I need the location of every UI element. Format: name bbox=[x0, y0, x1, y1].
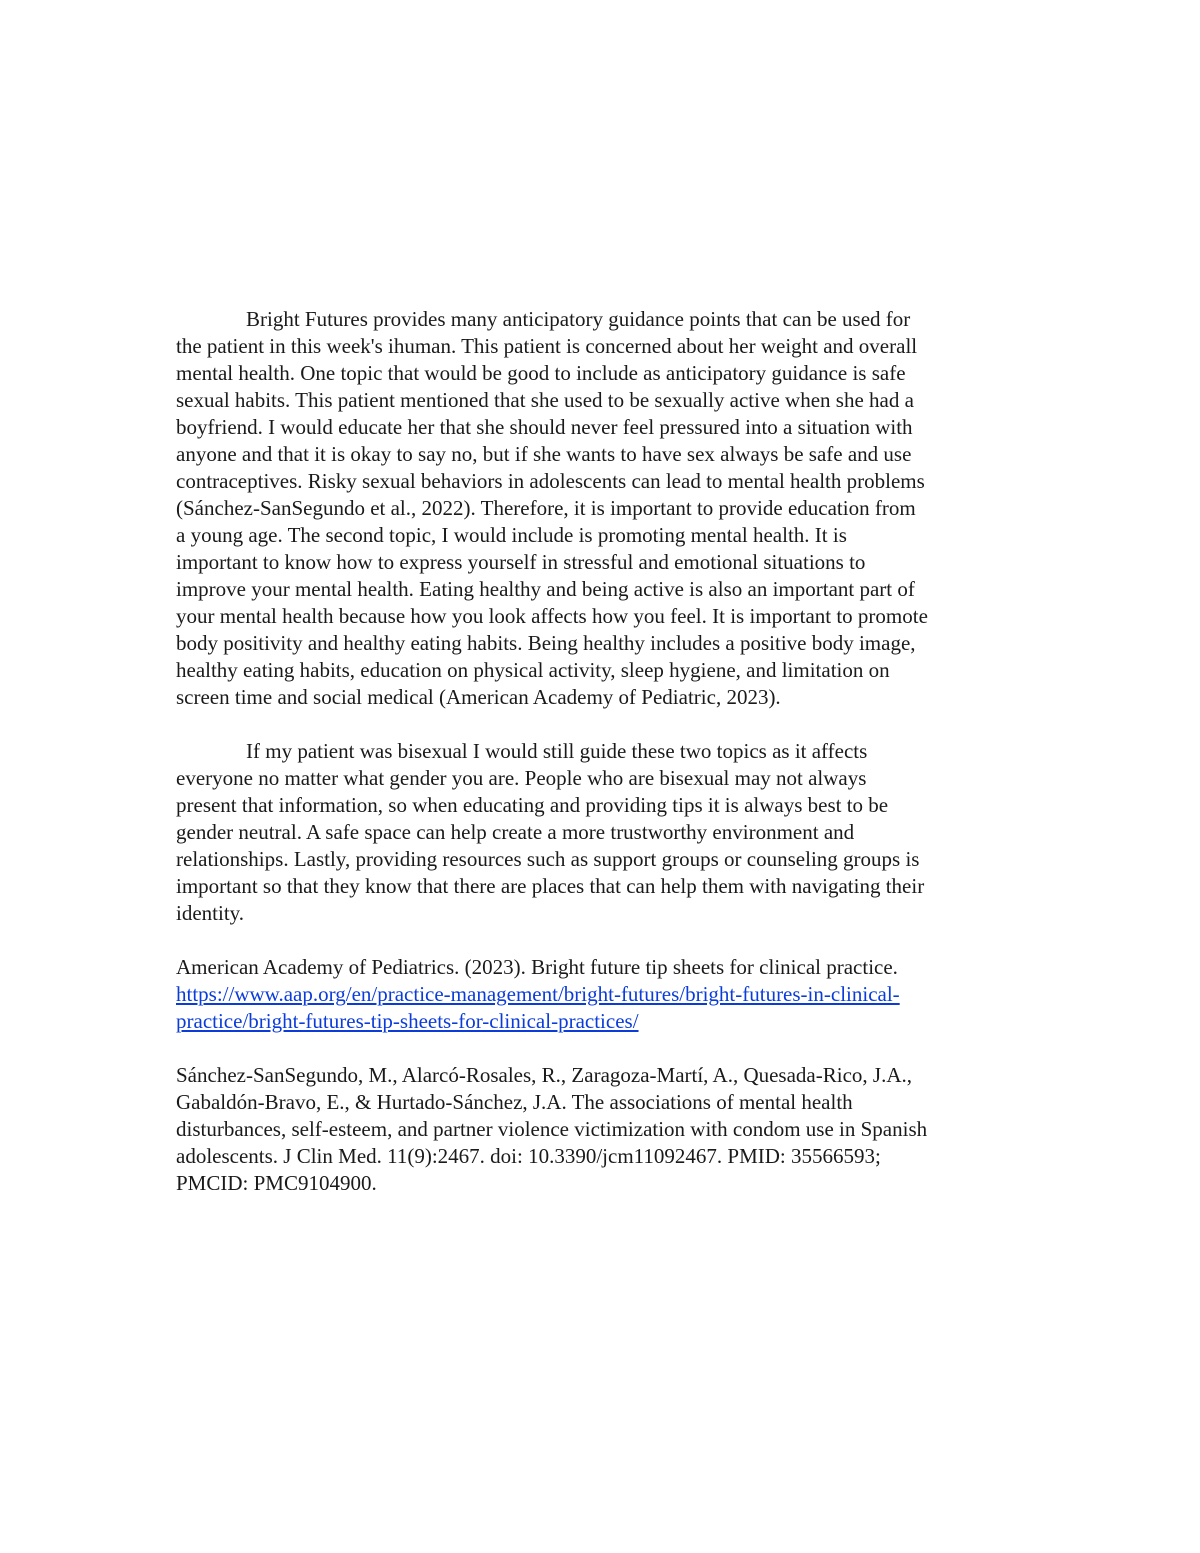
paragraph-line: a young age. The second topic, I would include is promoting mental health. It is bbox=[176, 523, 847, 547]
paragraph-line: present that information, so when educating and providing tips it is always best to be bbox=[176, 793, 889, 817]
reference-link[interactable]: https://www.aap.org/en/practice-management/bright-futures/bright-futures-in-clinical- bbox=[176, 982, 900, 1006]
paragraph-line: important to know how to express yourself in stressful and emotional situations to bbox=[176, 550, 866, 574]
reference-citation: American Academy of Pediatrics. (2023). Bright future tip sheets for clinical practice. bbox=[176, 955, 898, 979]
paragraph-line: improve your mental health. Eating healthy and being active is also an important part of bbox=[176, 577, 915, 601]
paragraph-line: boyfriend. I would educate her that she should never feel pressured into a situation with bbox=[176, 415, 913, 439]
paragraph-spacer bbox=[176, 711, 1026, 738]
paragraph-line: anyone and that it is okay to say no, but if she wants to have sex always be safe and use bbox=[176, 442, 912, 466]
paragraph-spacer bbox=[176, 927, 1026, 954]
reference-aap bbox=[176, 954, 1026, 1035]
paragraph-line: body positivity and healthy eating habits. Being healthy includes a positive body image, bbox=[176, 631, 916, 655]
paragraph-line: screen time and social medical (American Academy of Pediatric, 2023). bbox=[176, 685, 781, 709]
reference-line: PMCID: PMC9104900. bbox=[176, 1171, 377, 1195]
paragraph-line: sexual habits. This patient mentioned that she used to be sexually active when she had a bbox=[176, 388, 914, 412]
paragraph-anticipatory-guidance bbox=[176, 306, 1026, 711]
reference-line: Gabaldón-Bravo, E., & Hurtado-Sánchez, J.A. The associations of mental health bbox=[176, 1090, 853, 1114]
paragraph-bisexual-patient bbox=[176, 738, 1026, 927]
reference-line: Sánchez-SanSegundo, M., Alarcó-Rosales, R., Zaragoza-Martí, A., Quesada-Rico, J.A., bbox=[176, 1063, 912, 1087]
reference-sanchez bbox=[176, 1062, 1026, 1197]
paragraph-line: contraceptives. Risky sexual behaviors in adolescents can lead to mental health problems bbox=[176, 469, 925, 493]
paragraph-spacer bbox=[176, 1035, 1026, 1062]
document-page bbox=[176, 306, 1026, 1197]
reference-line: disturbances, self-esteem, and partner violence victimization with condom use in Spanish bbox=[176, 1117, 928, 1141]
reference-link[interactable]: practice/bright-futures-tip-sheets-for-clinical-practices/ bbox=[176, 1009, 639, 1033]
paragraph-line: your mental health because how you look affects how you feel. It is important to promote bbox=[176, 604, 928, 628]
paragraph-line: (Sánchez-SanSegundo et al., 2022). Therefore, it is important to provide education from bbox=[176, 496, 916, 520]
reference-line: adolescents. J Clin Med. 11(9):2467. doi: 10.3390/jcm11092467. PMID: 35566593; bbox=[176, 1144, 881, 1168]
paragraph-line: mental health. One topic that would be good to include as anticipatory guidance is safe bbox=[176, 361, 906, 385]
paragraph-line: relationships. Lastly, providing resources such as support groups or counseling groups is bbox=[176, 847, 920, 871]
paragraph-line: healthy eating habits, education on physical activity, sleep hygiene, and limitation on bbox=[176, 658, 890, 682]
paragraph-line: If my patient was bisexual I would still guide these two topics as it affects bbox=[246, 739, 868, 763]
paragraph-line: Bright Futures provides many anticipatory guidance points that can be used for bbox=[246, 307, 911, 331]
paragraph-line: identity. bbox=[176, 901, 245, 925]
paragraph-line: the patient in this week's ihuman. This patient is concerned about her weight and overall bbox=[176, 334, 918, 358]
paragraph-line: gender neutral. A safe space can help create a more trustworthy environment and bbox=[176, 820, 855, 844]
paragraph-line: important so that they know that there are places that can help them with navigating their bbox=[176, 874, 925, 898]
paragraph-line: everyone no matter what gender you are. People who are bisexual may not always bbox=[176, 766, 867, 790]
